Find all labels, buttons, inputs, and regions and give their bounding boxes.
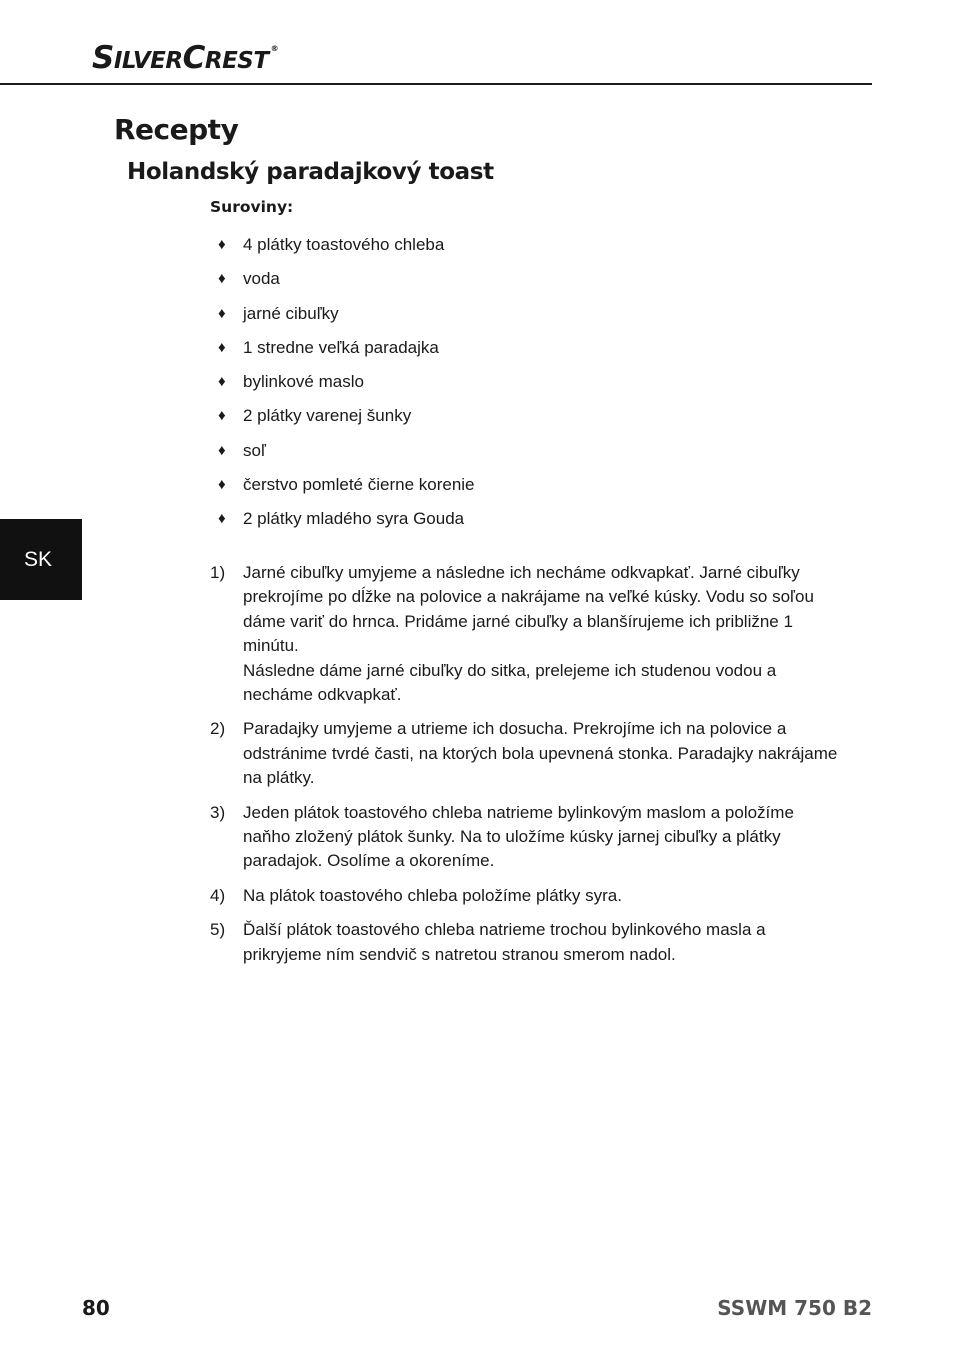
ingredient-item	[218, 302, 818, 336]
step-item	[210, 561, 850, 707]
brand-letter: C	[182, 40, 205, 76]
ingredients-heading: Suroviny:	[210, 198, 294, 216]
diamond-bullet-icon: ♦	[218, 373, 226, 391]
brand-letter: ILVER	[113, 48, 183, 74]
step-item	[210, 884, 850, 908]
step-paragraph: Následne dáme jarné cibuľky do sitka, prelejeme ich studenou vodou a necháme odkvapkať.	[243, 660, 777, 705]
step-text	[243, 801, 843, 874]
ingredient-item	[218, 404, 818, 438]
ingredient-item	[218, 370, 818, 404]
step-paragraph: Jarné cibuľky umyjeme a následne ich necháme odkvapkať. Jarné cibuľky prekrojíme po dĺžke na polovice a nakrájame na veľké kúsky. Vodu so soľou dáme variť do hrnca. Pridáme jarné cibuľky a blanšírujeme ich približne 1 minútu.	[243, 563, 814, 656]
step-item	[210, 717, 850, 790]
diamond-bullet-icon: ♦	[218, 407, 226, 425]
brand-logo	[92, 40, 278, 76]
ingredient-text: voda	[243, 269, 280, 289]
diamond-bullet-icon: ♦	[218, 236, 226, 253]
language-tab-label: SK	[23, 547, 52, 571]
step-number: 2)	[210, 719, 226, 739]
ingredient-text: jarné cibuľky	[243, 303, 339, 323]
step-item	[210, 801, 850, 874]
page-number: 80	[82, 1296, 110, 1320]
diamond-bullet-icon: ♦	[218, 270, 226, 288]
ingredient-item	[218, 507, 818, 541]
diamond-bullet-icon: ♦	[218, 476, 226, 494]
step-number: 4)	[210, 885, 226, 905]
ingredient-item	[218, 267, 818, 301]
registered-mark: ®	[270, 44, 279, 53]
page-title: Recepty	[114, 113, 239, 146]
ingredient-text: soľ	[243, 440, 266, 460]
ingredient-text: 2 plátky varenej šunky	[243, 406, 412, 426]
ingredient-item	[218, 233, 818, 267]
ingredient-text: 1 stredne veľká paradajka	[243, 337, 439, 357]
model-number: SSWM 750 B2	[717, 1296, 872, 1320]
step-paragraph: Na plátok toastového chleba položíme plátky syra.	[243, 885, 622, 905]
step-number: 5)	[210, 920, 226, 940]
step-text	[243, 561, 843, 707]
ingredient-text: čerstvo pomleté čierne korenie	[243, 475, 475, 495]
brand-letter: REST	[204, 48, 269, 74]
ingredients-list	[218, 233, 818, 542]
recipe-title: Holandský paradajkový toast	[127, 159, 494, 185]
ingredient-item	[218, 439, 818, 473]
step-paragraph: Ďalší plátok toastového chleba natrieme trochou bylinkového masla a prikryjeme ním sendvič s natretou stranou smerom nadol.	[243, 920, 766, 964]
step-number: 1)	[210, 563, 226, 582]
step-text	[243, 918, 843, 967]
diamond-bullet-icon: ♦	[218, 510, 226, 528]
step-paragraph: Jeden plátok toastového chleba natrieme bylinkovým maslom a položíme naňho zložený plátok šunky. Na to uložíme kúsky jarnej cibuľky a plátky paradajok. Osolíme a okoreníme.	[243, 802, 794, 871]
diamond-bullet-icon: ♦	[218, 304, 226, 322]
diamond-bullet-icon: ♦	[218, 441, 226, 459]
step-text	[243, 884, 843, 908]
ingredient-item	[218, 336, 818, 370]
language-tab	[0, 519, 82, 600]
brand-letter: S	[92, 40, 114, 76]
ingredient-text: 2 plátky mladého syra Gouda	[243, 509, 465, 529]
step-text	[243, 717, 843, 790]
diamond-bullet-icon: ♦	[218, 338, 226, 356]
header-divider	[0, 83, 872, 85]
step-item	[210, 918, 850, 967]
ingredient-text: bylinkové maslo	[243, 372, 364, 392]
steps-list	[210, 561, 850, 977]
ingredient-item	[218, 473, 818, 507]
step-number: 3)	[210, 802, 226, 822]
ingredient-text: 4 plátky toastového chleba	[243, 235, 445, 254]
step-paragraph: Paradajky umyjeme a utrieme ich dosucha. Prekrojíme ich na polovice a odstránime tvrdé časti, na ktorých bola upevnená stonka. Paradajky nakrájame na plátky.	[243, 719, 838, 788]
